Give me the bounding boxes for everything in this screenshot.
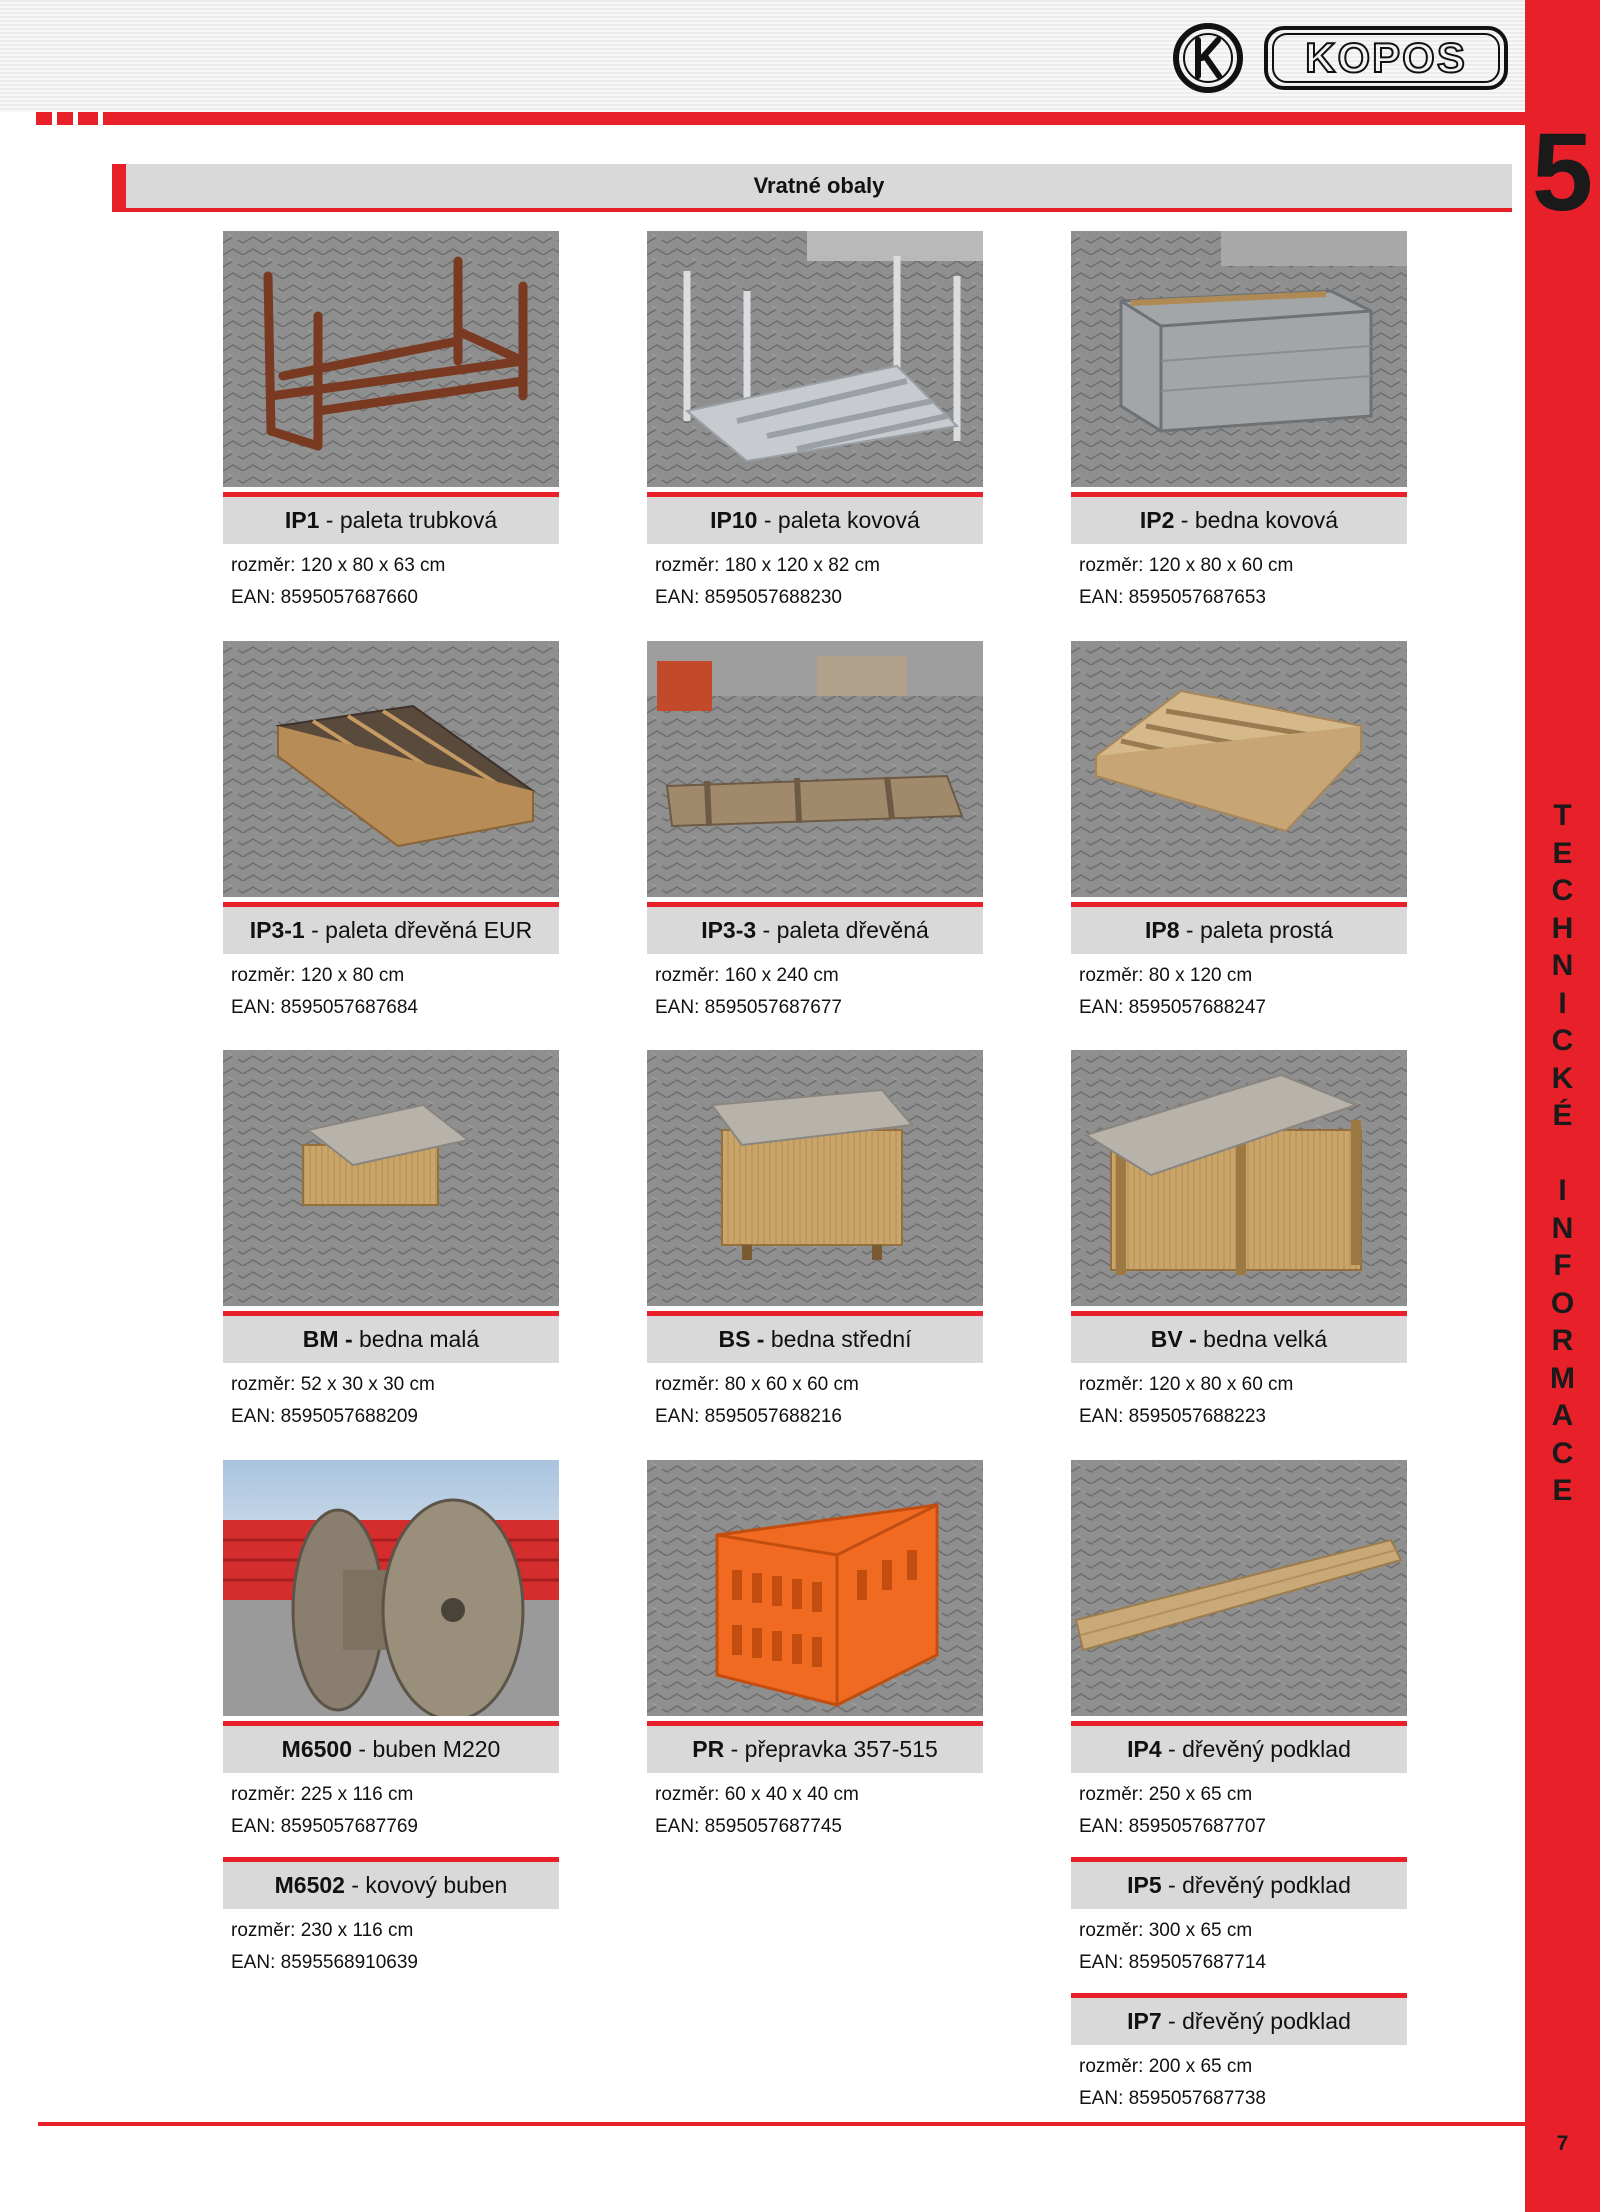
product-size: rozměr: 60 x 40 x 40 cm (655, 1784, 859, 1805)
product-ean: EAN: 8595057687707 (1079, 1816, 1266, 1837)
product-caption: M6500 - buben M220 (223, 1721, 559, 1773)
product-caption: IP1 - paleta trubková (223, 492, 559, 544)
header-dash (57, 112, 73, 125)
product-photo (1071, 231, 1407, 487)
product-ean: EAN: 8595057687660 (231, 587, 418, 608)
product-card (1071, 1050, 1407, 1433)
product-size: rozměr: 80 x 60 x 60 cm (655, 1374, 859, 1395)
product-card (1071, 1460, 1407, 2115)
footer-rule (38, 2122, 1525, 2126)
page-number: 7 (1556, 2132, 1569, 2155)
vertical-letter: E (1552, 836, 1573, 870)
product-caption: PR - přepravka 357-515 (647, 1721, 983, 1773)
product-photo (647, 641, 983, 897)
product-photo (223, 1460, 559, 1716)
vertical-letter: N (1551, 1211, 1574, 1245)
product-photo (647, 1050, 983, 1306)
product-card (223, 1460, 559, 1979)
vertical-letter: I (1558, 1174, 1567, 1207)
product-card (647, 231, 983, 614)
product-card (223, 641, 559, 1024)
product-size: rozměr: 120 x 80 x 60 cm (1079, 555, 1294, 576)
product-caption: IP7 - dřevěný podklad (1071, 1993, 1407, 2045)
product-ean: EAN: 8595057688223 (1079, 1406, 1266, 1427)
product-photo (223, 1050, 559, 1306)
product-size: rozměr: 180 x 120 x 82 cm (655, 555, 880, 576)
section-title-accent (112, 164, 126, 212)
section-title-label: Vratné obaly (126, 164, 1512, 212)
product-card (647, 1460, 983, 1843)
product-card (223, 231, 559, 614)
product-photo (223, 641, 559, 897)
product-photo (647, 231, 983, 487)
product-size: rozměr: 52 x 30 x 30 cm (231, 1374, 435, 1395)
product-card (647, 1050, 983, 1433)
product-photo (1071, 641, 1407, 897)
vertical-letter: C (1551, 1024, 1574, 1057)
product-ean: EAN: 8595057688209 (231, 1406, 418, 1427)
header-rule (103, 112, 1525, 125)
product-photo (1071, 1050, 1407, 1306)
product-photo (1071, 1460, 1407, 1716)
product-caption: BV - bedna velká (1071, 1311, 1407, 1363)
product-ean: EAN: 8595057688230 (655, 587, 842, 608)
product-card (223, 1050, 559, 1433)
vertical-letter: A (1551, 1399, 1574, 1432)
product-caption: IP3-1 - paleta dřevěná EUR (223, 902, 559, 954)
header-dash (78, 112, 98, 125)
product-ean: EAN: 8595057687653 (1079, 587, 1266, 608)
product-size: rozměr: 225 x 116 cm (231, 1784, 414, 1805)
vertical-letter: E (1552, 1474, 1573, 1507)
product-caption: IP2 - bedna kovová (1071, 492, 1407, 544)
vertical-letter: F (1553, 1249, 1572, 1282)
product-ean: EAN: 8595057688216 (655, 1406, 842, 1427)
kopos-logo (1172, 22, 1512, 94)
product-caption: IP8 - paleta prostá (1071, 902, 1407, 954)
product-ean: EAN: 8595057687738 (1079, 2088, 1266, 2109)
product-caption: IP4 - dřevěný podklad (1071, 1721, 1407, 1773)
product-card (1071, 231, 1407, 614)
product-size: rozměr: 120 x 80 cm (231, 965, 405, 986)
product-caption: IP5 - dřevěný podklad (1071, 1857, 1407, 1909)
vertical-letter: R (1551, 1324, 1574, 1357)
product-ean: EAN: 8595057687769 (231, 1816, 418, 1837)
section-title (112, 164, 1512, 212)
vertical-letter: C (1551, 874, 1574, 907)
product-size: rozměr: 80 x 120 cm (1079, 965, 1253, 986)
product-card (1071, 641, 1407, 1024)
product-ean: EAN: 8595057687714 (1079, 1952, 1266, 1973)
vertical-letter: H (1551, 911, 1574, 945)
svg-text:KOPOS: KOPOS (1305, 34, 1467, 81)
vertical-letter: M (1550, 1361, 1575, 1395)
product-card (647, 641, 983, 1024)
product-caption: IP3-3 - paleta dřevěná (647, 902, 983, 954)
vertical-letter: K (1551, 1061, 1574, 1095)
vertical-letter: N (1551, 949, 1574, 982)
vertical-letter: O (1550, 1286, 1575, 1320)
product-size: rozměr: 250 x 65 cm (1079, 1784, 1253, 1805)
product-caption: BS - bedna střední (647, 1311, 983, 1363)
product-ean: EAN: 8595057687684 (231, 997, 418, 1018)
vertical-letter: T (1553, 799, 1572, 832)
product-ean: EAN: 8595057688247 (1079, 997, 1266, 1018)
product-size: rozměr: 160 x 240 cm (655, 965, 839, 986)
vertical-label (1525, 797, 1600, 1510)
product-ean: EAN: 8595057687745 (655, 1816, 842, 1837)
header-dash (36, 112, 52, 125)
product-ean: EAN: 8595057687677 (655, 997, 842, 1018)
product-ean: EAN: 8595568910639 (231, 1952, 418, 1973)
product-size: rozměr: 300 x 65 cm (1079, 1920, 1253, 1941)
vertical-letter: C (1551, 1436, 1574, 1470)
product-caption: M6502 - kovový buben (223, 1857, 559, 1909)
product-photo (647, 1460, 983, 1716)
product-caption: IP10 - paleta kovová (647, 492, 983, 544)
product-size: rozměr: 120 x 80 x 63 cm (231, 555, 446, 576)
product-photo (223, 231, 559, 487)
vertical-letter: I (1558, 986, 1567, 1020)
chapter-number: 5 (1531, 111, 1594, 234)
vertical-letter: É (1552, 1099, 1573, 1132)
product-caption: BM - bedna malá (223, 1311, 559, 1363)
vertical-letter (1525, 1135, 1600, 1173)
product-size: rozměr: 120 x 80 x 60 cm (1079, 1374, 1294, 1395)
product-size: rozměr: 230 x 116 cm (231, 1920, 414, 1941)
product-size: rozměr: 200 x 65 cm (1079, 2056, 1253, 2077)
